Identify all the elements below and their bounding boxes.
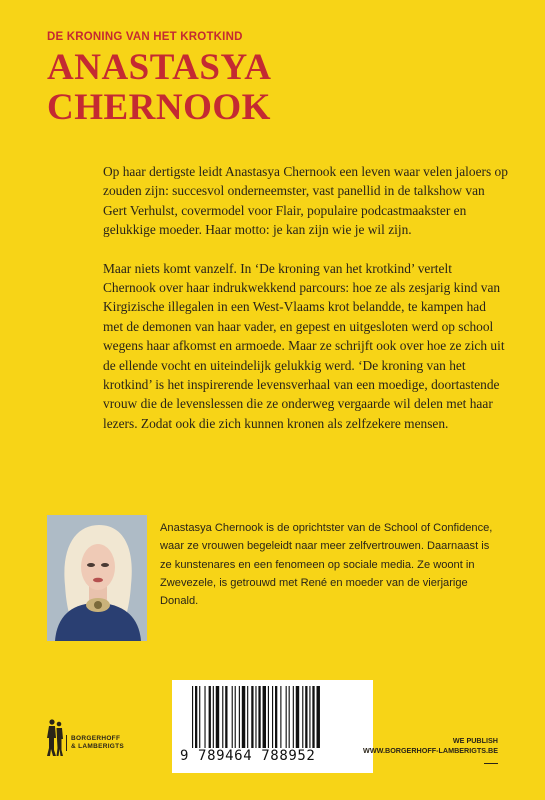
barcode-bar [195, 686, 197, 748]
barcode-bar [239, 686, 240, 748]
barcode-bar [275, 686, 277, 748]
barcode [172, 680, 373, 773]
author-name [47, 48, 272, 128]
publisher-url[interactable]: WWW.BORGERHOFF-LAMBERIGTS.BE [363, 745, 498, 755]
blurb-paragraph-1: Op haar dertigste leidt Anastasya Chernook een leven waar velen jaloers op zouden zijn: succesvol onderneemster, vast panellid in de talkshow van Gert Verhulst, covermodel voor Flair, populaire podcastmaakster en gelukkige moeder. Haar motto: je kan zijn wie je wil zijn. [103, 164, 508, 238]
barcode-bar [302, 686, 303, 748]
barcode-bar [268, 686, 269, 748]
publisher-info [363, 736, 498, 755]
barcode-bar [192, 686, 193, 748]
barcode-digits: 9 789464 788952 [180, 748, 316, 764]
barcode-bar [199, 686, 200, 748]
author-name-line1: ANASTASYA [47, 47, 272, 88]
barcode-bar [242, 686, 245, 748]
barcode-bar [213, 686, 214, 748]
barcode-bar [317, 686, 320, 748]
barcode-bar [258, 686, 260, 748]
barcode-bar [255, 686, 256, 748]
publisher-tagline: WE PUBLISH [452, 736, 498, 745]
barcode-bar [312, 686, 314, 748]
author-bio: Anastasya Chernook is de oprichtster van de School of Confidence, waar ze vrouwen begeleidt naar meer zelfvertrouwen. Daarnaast is ze kunstenares en een fenomeen op sociale media. Ze woont in Zwevezele, is getrouwd met René en moeder van de vierjarige Donald. [160, 522, 493, 608]
barcode-bar [209, 686, 211, 748]
barcode-bars [192, 686, 360, 748]
publisher-name [66, 735, 124, 751]
barcode-bar [235, 686, 236, 748]
barcode-bar [204, 686, 205, 748]
barcode-bar [286, 686, 287, 748]
barcode-bar [305, 686, 307, 748]
barcode-bar [296, 686, 299, 748]
barcode-bar [247, 686, 248, 748]
publisher-name-line1: BORGERHOFF [71, 735, 121, 742]
author-photo [47, 515, 147, 641]
divider-line [484, 763, 498, 764]
barcode-bar [289, 686, 290, 748]
barcode-bar [222, 686, 223, 748]
barcode-bar [216, 686, 219, 748]
barcode-bar [280, 686, 281, 748]
barcode-bar [272, 686, 273, 748]
publisher-name-line2: & LAMBERIGTS [71, 743, 125, 750]
publisher-logo [47, 718, 63, 763]
barcode-bar [251, 686, 253, 748]
author-name-line2: CHERNOOK [47, 87, 271, 128]
barcode-bar [263, 686, 266, 748]
book-subtitle: DE KRONING VAN HET KROTKIND [47, 31, 243, 43]
blurb-paragraph-2: Maar niets komt vanzelf. In ‘De kroning van het krotkind’ vertelt Chernook over haar indrukwekkend parcours: hoe ze als zesjarig kind van Kirgizische illegalen in een West-Vlaams krot belandde, te kampen had met de demonen van haar vader, en gepest en uitgesloten werd op school wegens haar afkomst en armoede. Maar ze schrijft ook over hoe ze zich uit de ellende vocht en uiteindelijk gelukkig werd. ‘De kroning van het krotkind’ is het inspirerende levensverhaal van een moedige, doortastende vrouw die de levenslessen die ze onderweg vergaarde wil delen met haar lezers. Zodat ook die zich kunnen kronen als zelfzekere mensen. [103, 260, 505, 431]
blurb [103, 162, 508, 452]
barcode-bar [293, 686, 294, 748]
barcode-bar [232, 686, 233, 748]
barcode-bar [309, 686, 310, 748]
barcode-bar [225, 686, 227, 748]
